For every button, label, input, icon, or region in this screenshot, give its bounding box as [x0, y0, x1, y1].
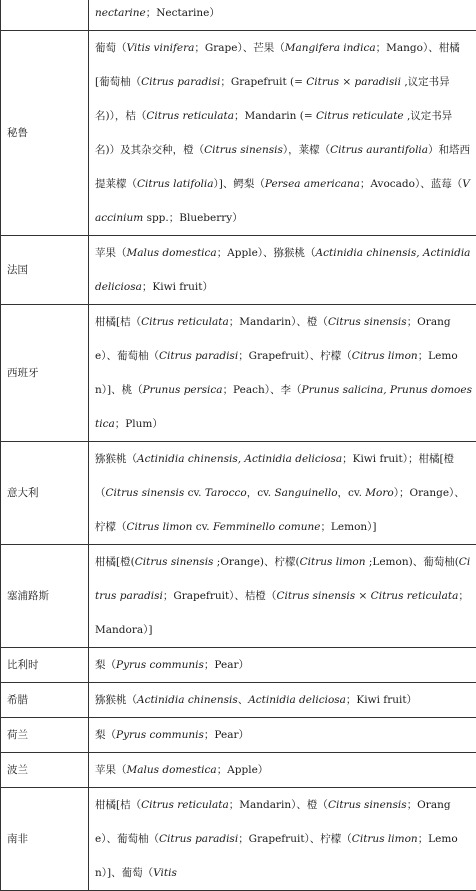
table-row	[1, 442, 476, 545]
table-row	[1, 31, 476, 236]
table-row	[1, 0, 476, 31]
table-row	[1, 236, 476, 305]
table-row	[1, 683, 476, 718]
fruit-list-cell: 葡萄（Vitis vinifera；Grape）、芒果（Mangifera indica；Mango）、柑橘[葡萄柚（Citrus paradisi；Grapefruit (= Citrus × paradisii ,议定书异名)），桔（Citrus reticulata；Mandarin (= Citrus reticulate ,议定书异名)）及其杂交种，橙（Citrus sinensis），莱檬（Citrus aurantifolia）和塔西提莱檬（Citrus latifolia）]、鳄梨（Persea americana；Avocado）、蓝莓（Vaccinium spp.；Blueberry）	[89, 31, 476, 236]
fruit-list-cell: 猕猴桃（Actinidia chinensis、Actinidia deliciosa；Kiwi fruit）	[89, 683, 476, 718]
fruit-list-cell: 柑橘[桔（Citrus reticulata；Mandarin）、橙（Citrus sinensis；Orange）、葡萄柚（Citrus paradisi；Grapefruit）、柠檬（Citrus limon；Lemon）]、葡萄（Vitis	[89, 788, 476, 891]
country-cell	[1, 0, 89, 31]
country-cell: 塞浦路斯	[1, 545, 89, 648]
country-cell: 意大利	[1, 442, 89, 545]
country-cell: 波兰	[1, 753, 89, 788]
table-row	[1, 788, 476, 891]
fruit-list-cell: 猕猴桃（Actinidia chinensis, Actinidia deliciosa；Kiwi fruit）；柑橘[橙（Citrus sinensis cv. Tarocco，cv. Sanguinello，cv. Moro）；Orange）、柠檬（Citrus limon cv. Femminello comune；Lemon）]	[89, 442, 476, 545]
country-cell: 荷兰	[1, 718, 89, 753]
country-cell: 秘鲁	[1, 31, 89, 236]
country-cell: 希腊	[1, 683, 89, 718]
country-cell: 南非	[1, 788, 89, 891]
fruit-list-cell: 柑橘[橙(Citrus sinensis ;Orange)、柠檬(Citrus limon ;Lemon)、葡萄柚(Citrus paradisi；Grapefruit）、桔橙（Citrus sinensis × Citrus reticulata；Mandora）]	[89, 545, 476, 648]
country-cell: 法国	[1, 236, 89, 305]
table-row	[1, 305, 476, 442]
table-row	[1, 718, 476, 753]
table-row	[1, 753, 476, 788]
fruit-list-cell: nectarine；Nectarine）	[89, 0, 476, 31]
country-cell: 西班牙	[1, 305, 89, 442]
fruit-list-cell: 梨（Pyrus communis；Pear）	[89, 718, 476, 753]
fruit-list-cell: 苹果（Malus domestica；Apple）	[89, 753, 476, 788]
table-body	[1, 0, 476, 891]
fruit-list-cell: 柑橘[桔（Citrus reticulata；Mandarin）、橙（Citrus sinensis；Orange）、葡萄柚（Citrus paradisi；Grapefruit）、柠檬（Citrus limon；Lemon）]、桃（Prunus persica；Peach）、李（Prunus salicina, Prunus domoestica；Plum）	[89, 305, 476, 442]
fruit-list-cell: 梨（Pyrus communis；Pear）	[89, 648, 476, 683]
fruit-list-cell: 苹果（Malus domestica；Apple）、猕猴桃（Actinidia chinensis, Actinidia deliciosa；Kiwi fruit）	[89, 236, 476, 305]
country-cell: 比利时	[1, 648, 89, 683]
table-row	[1, 648, 476, 683]
table-row	[1, 545, 476, 648]
